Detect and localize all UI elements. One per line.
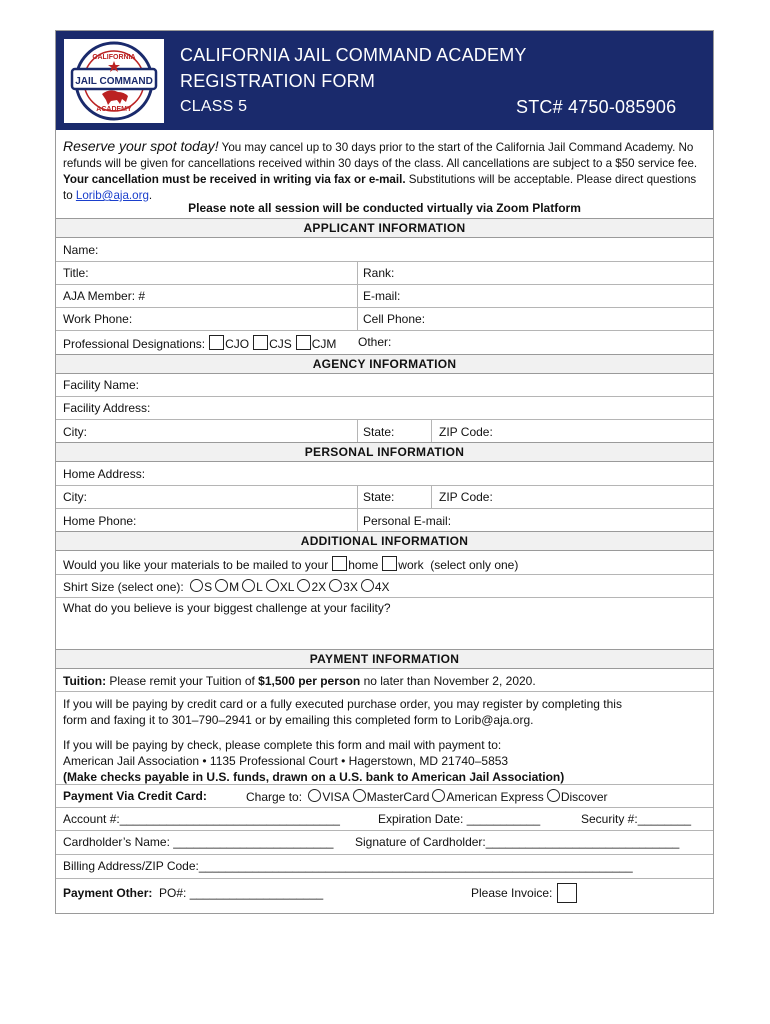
size-l-label: L bbox=[256, 580, 263, 594]
challenge-question: What do you believe is your biggest challenge at your facility? bbox=[63, 601, 391, 615]
credit-line2: form and faxing it to 301–790–2941 or by emailing this completed form to Lorib@aja.org. bbox=[63, 713, 534, 727]
tuition-row bbox=[56, 669, 713, 692]
academy-logo bbox=[64, 39, 164, 123]
work-checkbox[interactable] bbox=[382, 556, 397, 571]
aja-member-label: AJA Member: # bbox=[63, 289, 146, 303]
header-title-line1: CALIFORNIA JAIL COMMAND ACADEMY bbox=[180, 45, 527, 65]
discover-label: Discover bbox=[560, 790, 608, 804]
facility-address-row[interactable] bbox=[56, 397, 713, 420]
cardholder-row[interactable] bbox=[56, 831, 713, 855]
other-label[interactable]: Other: bbox=[358, 335, 392, 349]
size-2x-radio[interactable] bbox=[297, 579, 310, 592]
home-address-row[interactable] bbox=[56, 462, 713, 486]
phone-row[interactable] bbox=[56, 308, 713, 331]
tuition-amount: $1,500 per person bbox=[258, 674, 361, 688]
cjm-label: CJM bbox=[311, 337, 337, 351]
size-m-radio[interactable] bbox=[215, 579, 228, 592]
amex-radio[interactable] bbox=[432, 789, 445, 802]
home-label: home bbox=[348, 558, 379, 572]
member-email-row[interactable] bbox=[56, 285, 713, 308]
rank-label: Rank: bbox=[363, 266, 395, 280]
amex-label: American Express bbox=[446, 790, 544, 804]
home-phone-row[interactable] bbox=[56, 509, 713, 532]
visa-radio[interactable] bbox=[308, 789, 321, 802]
billing-field[interactable]: Billing Address/ZIP Code:_________________________________________________________________ bbox=[63, 859, 633, 873]
credit-instructions bbox=[63, 696, 622, 728]
logo-bottom-text: ACADEMY bbox=[96, 106, 132, 113]
form-header bbox=[56, 31, 713, 130]
logo-top-text: CALIFORNIA bbox=[92, 54, 136, 61]
expiration-field[interactable]: Expiration Date: ___________ bbox=[378, 812, 541, 826]
agency-city-label: City: bbox=[63, 425, 87, 439]
visa-label: VISA bbox=[322, 790, 350, 804]
size-2x-label: 2X bbox=[311, 580, 327, 594]
cjm-checkbox[interactable] bbox=[296, 335, 311, 350]
title-rank-row[interactable] bbox=[56, 262, 713, 285]
intro-paragraph bbox=[63, 138, 708, 204]
personal-email-label: Personal E-mail: bbox=[363, 514, 452, 528]
personal-city-row[interactable] bbox=[56, 486, 713, 509]
facility-address-label: Facility Address: bbox=[63, 401, 151, 415]
name-row[interactable] bbox=[56, 238, 713, 262]
size-l-radio[interactable] bbox=[242, 579, 255, 592]
designations-label: Professional Designations: bbox=[63, 337, 206, 351]
agency-section-header: AGENCY INFORMATION bbox=[56, 354, 713, 374]
intro-end: . bbox=[148, 189, 153, 202]
mail-question: Would you like your materials to be mailed to your bbox=[63, 558, 329, 572]
payment-other-label: Payment Other: bbox=[63, 886, 153, 900]
mastercard-label: MasterCard bbox=[366, 790, 430, 804]
billing-row[interactable] bbox=[56, 855, 713, 879]
account-row[interactable] bbox=[56, 808, 713, 831]
stc-number: STC# 4750-085906 bbox=[516, 97, 677, 117]
shirt-label: Shirt Size (select one): bbox=[63, 580, 184, 594]
cjo-checkbox[interactable] bbox=[209, 335, 224, 350]
personal-state-label: State: bbox=[363, 490, 395, 504]
cell-phone-label: Cell Phone: bbox=[363, 312, 426, 326]
personal-section-header: PERSONAL INFORMATION bbox=[56, 442, 713, 462]
size-m-label: M bbox=[229, 580, 240, 594]
intro-lead: Reserve your spot today! bbox=[63, 138, 219, 154]
header-title-line2: REGISTRATION FORM bbox=[180, 71, 376, 91]
size-3x-label: 3X bbox=[343, 580, 358, 594]
class-label: CLASS 5 bbox=[180, 98, 248, 115]
invoice-label: Please Invoice: bbox=[471, 886, 553, 900]
size-xl-radio[interactable] bbox=[266, 579, 279, 592]
shirt-row bbox=[56, 575, 713, 597]
agency-city-row[interactable] bbox=[56, 420, 713, 443]
security-field[interactable]: Security #:________ bbox=[581, 812, 692, 826]
check-line1: If you will be paying by check, please complete this form and mail with payment to: bbox=[63, 738, 502, 752]
designations-row bbox=[56, 331, 713, 354]
payment-other-row bbox=[56, 879, 713, 913]
additional-section-header: ADDITIONAL INFORMATION bbox=[56, 531, 713, 551]
select-one-note: (select only one) bbox=[430, 558, 519, 572]
home-phone-label: Home Phone: bbox=[63, 514, 137, 528]
title-label: Title: bbox=[63, 266, 89, 280]
mastercard-radio[interactable] bbox=[353, 789, 366, 802]
credit-card-row bbox=[56, 784, 713, 808]
intro-bold: Your cancellation must be received in writing via fax or e-mail. bbox=[63, 173, 406, 186]
charge-to-label: Charge to: bbox=[246, 790, 303, 804]
logo-mid-text: JAIL COMMAND bbox=[75, 76, 153, 87]
intro-text1: You may cancel up to 30 days prior to the start of the California Jail Command Academy. No refunds will be given for cancellations received within 30 days of the class. All cancellations are subject to a $50 service fee. bbox=[63, 141, 698, 170]
check-line3: (Make checks payable in U.S. funds, drawn on a U.S. bank to American Jail Association) bbox=[63, 770, 565, 784]
size-4x-radio[interactable] bbox=[361, 579, 374, 592]
contact-email-link[interactable]: Lorib@aja.org bbox=[75, 189, 149, 202]
name-label: Name: bbox=[63, 243, 99, 257]
invoice-checkbox[interactable] bbox=[557, 883, 577, 903]
po-field[interactable]: PO#: ____________________ bbox=[159, 886, 324, 900]
facility-name-label: Facility Name: bbox=[63, 378, 140, 392]
cjs-checkbox[interactable] bbox=[253, 335, 268, 350]
cc-label: Payment Via Credit Card: bbox=[63, 789, 207, 803]
home-checkbox[interactable] bbox=[332, 556, 347, 571]
zoom-note: Please note all session will be conducted virtually via Zoom Platform bbox=[188, 201, 581, 215]
work-phone-label: Work Phone: bbox=[63, 312, 133, 326]
payment-section-header: PAYMENT INFORMATION bbox=[56, 649, 713, 669]
tuition-label: Tuition: bbox=[63, 674, 107, 688]
facility-name-row[interactable] bbox=[56, 374, 713, 397]
size-s-label: S bbox=[204, 580, 213, 594]
personal-city-label: City: bbox=[63, 490, 87, 504]
check-instructions bbox=[63, 737, 564, 785]
size-4x-label: 4X bbox=[374, 580, 390, 594]
home-address-label: Home Address: bbox=[63, 467, 146, 481]
challenge-row[interactable] bbox=[56, 597, 713, 649]
personal-zip-label: ZIP Code: bbox=[439, 490, 493, 504]
cardholder-field[interactable]: Cardholder’s Name: ________________________ bbox=[63, 835, 334, 849]
agency-zip-label: ZIP Code: bbox=[439, 425, 493, 439]
intro-text2: Substitutions will be acceptable. Please direct questions to bbox=[63, 173, 697, 202]
work-label: work bbox=[398, 558, 424, 572]
cjo-label: CJO bbox=[225, 337, 250, 351]
check-line2: American Jail Association • 1135 Professional Court • Hagerstown, MD 21740–5853 bbox=[63, 754, 509, 768]
credit-line1: If you will be paying by credit card or a fully executed purchase order, you may register by completing this bbox=[63, 697, 622, 711]
size-3x-radio[interactable] bbox=[329, 579, 342, 592]
size-xl-label: XL bbox=[279, 580, 295, 594]
tuition-text2: no later than November 2, 2020. bbox=[360, 674, 536, 688]
mail-row bbox=[56, 551, 713, 575]
email-label: E-mail: bbox=[363, 289, 401, 303]
signature-field[interactable]: Signature of Cardholder:_____________________________ bbox=[355, 835, 680, 849]
agency-state-label: State: bbox=[363, 425, 395, 439]
discover-radio[interactable] bbox=[547, 789, 560, 802]
account-field[interactable]: Account #:_________________________________ bbox=[63, 812, 340, 826]
applicant-section-header: APPLICANT INFORMATION bbox=[56, 218, 713, 238]
cjs-label: CJS bbox=[269, 337, 292, 351]
size-s-radio[interactable] bbox=[190, 579, 203, 592]
tuition-text1: Please remit your Tuition of bbox=[106, 674, 259, 688]
